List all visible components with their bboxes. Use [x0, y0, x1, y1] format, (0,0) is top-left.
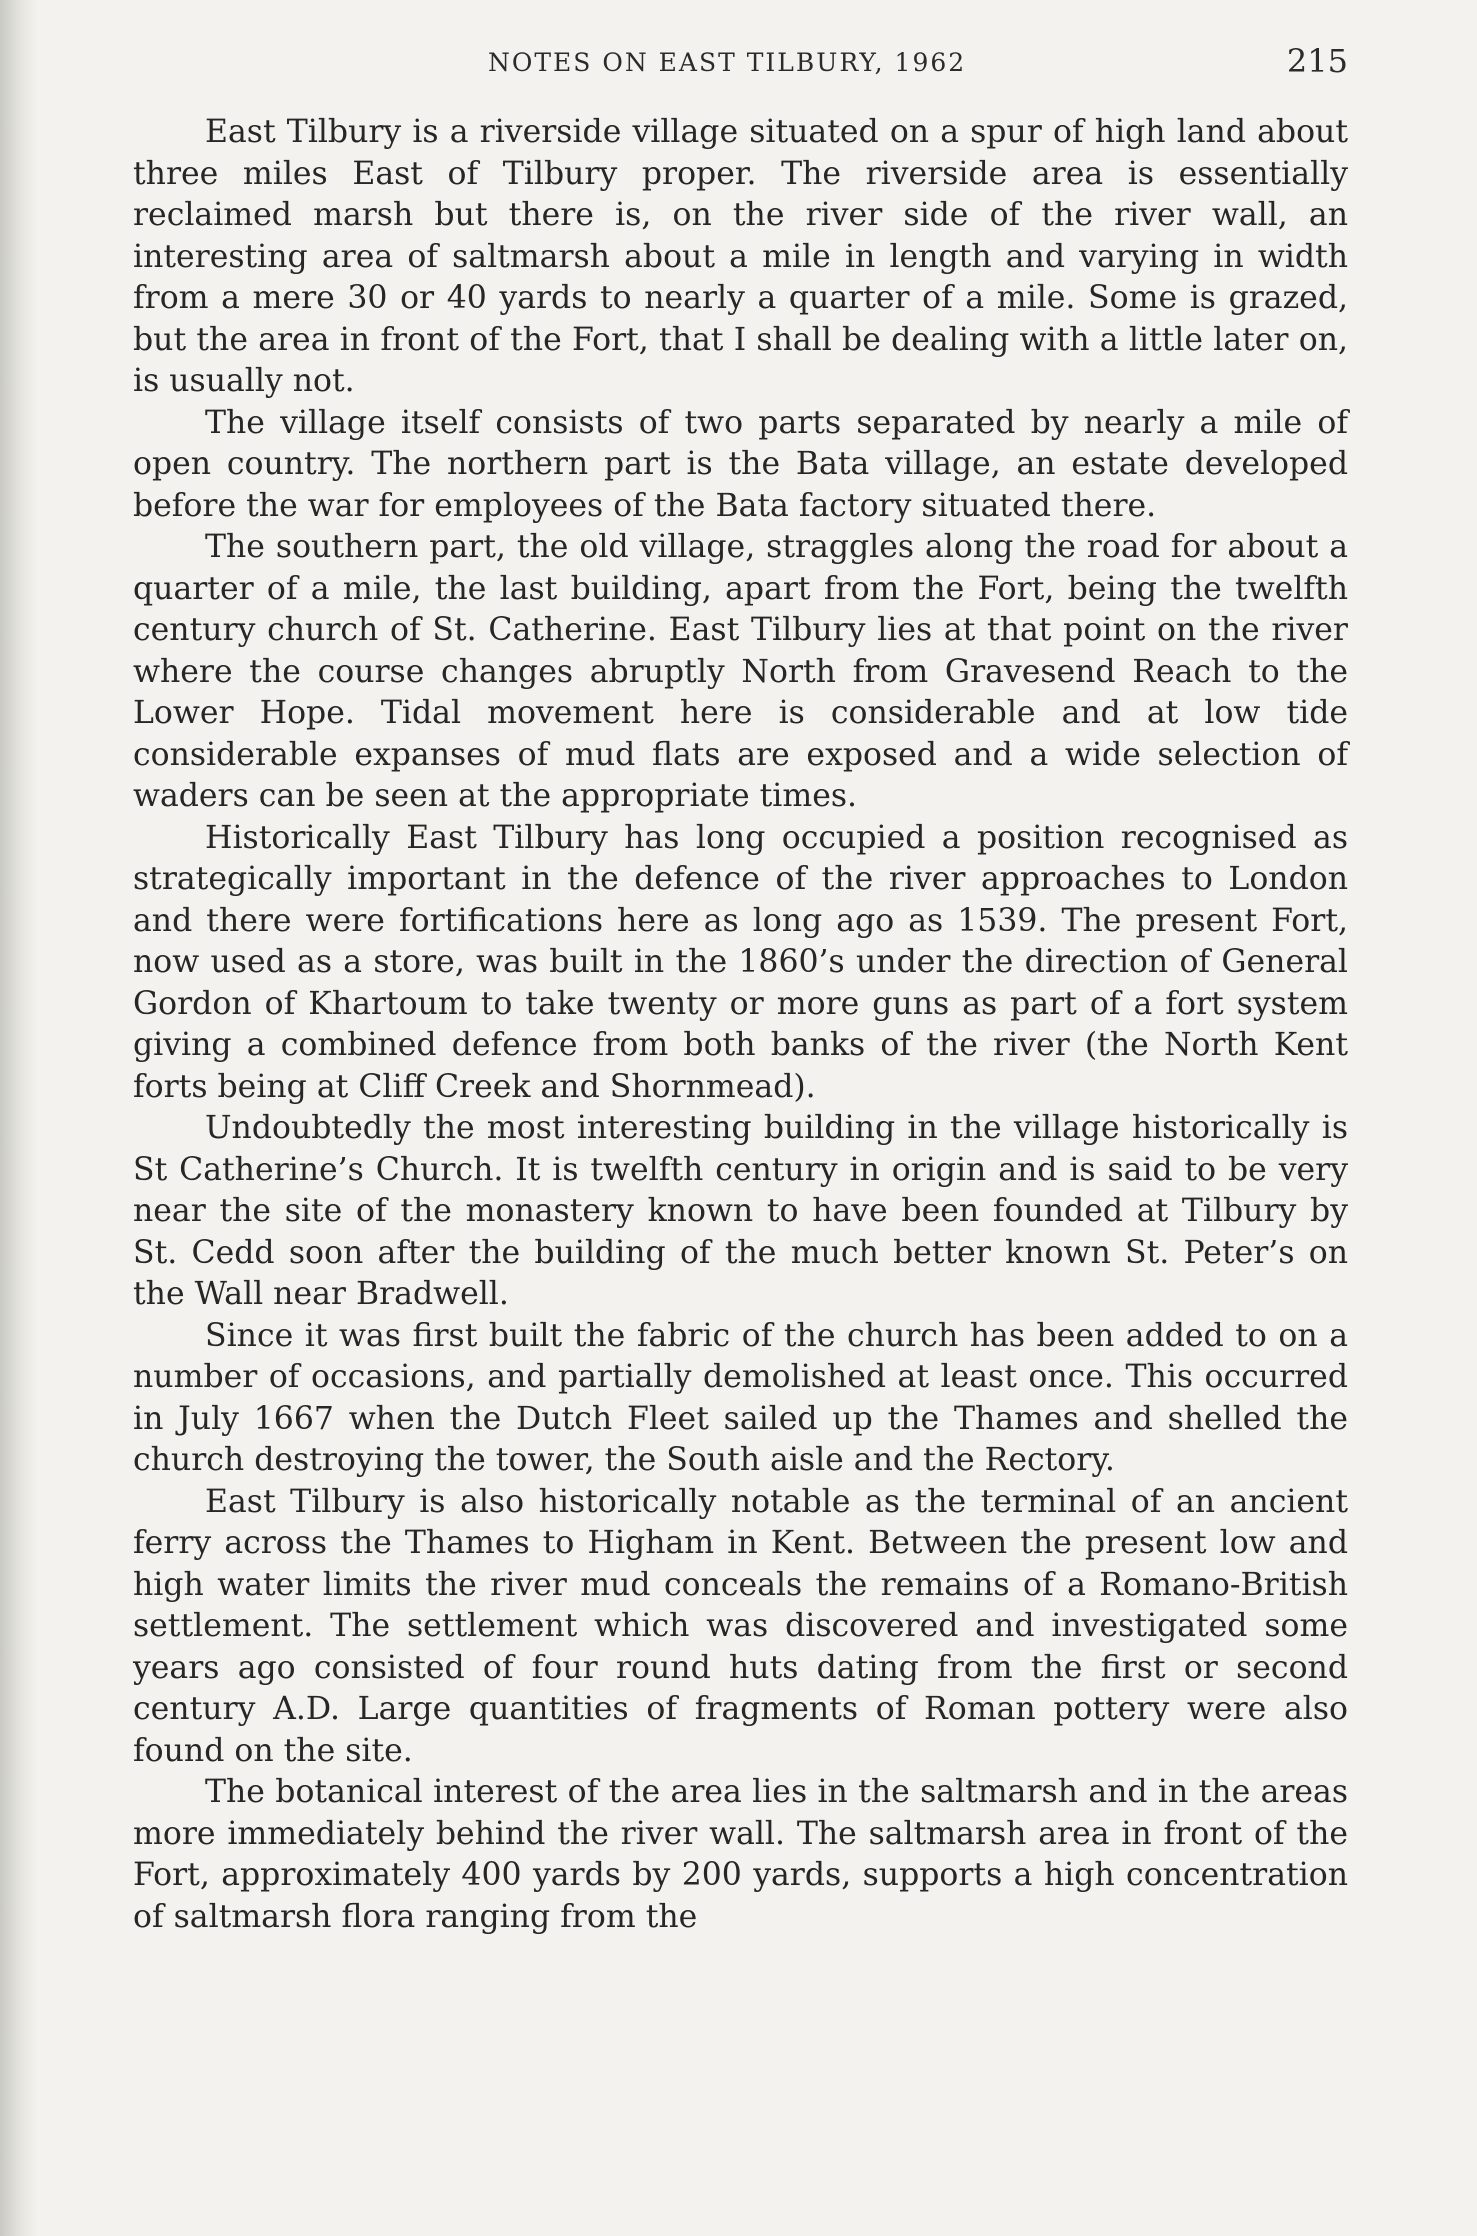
paragraph: The village itself consists of two parts separated by nearly a mile of open country. The northern part is the Bata village, an estate developed before the war for employees of the Bata factory situated there.	[133, 404, 1348, 524]
running-title: NOTES ON EAST TILBURY, 1962	[488, 48, 967, 77]
paragraph: East Tilbury is a riverside village situated on a spur of high land about three miles East of Tilbury proper. The riverside area is essentially reclaimed marsh but there is, on the river side of the river wall, an interesting area of saltmarsh about a mile in length and varying in width from a mere 30 or 40 yards to nearly a quarter of a mile. Some is grazed, but the area in front of the Fort, that I shall be dealing with a little later on, is usually not.	[133, 114, 1348, 399]
spine-shadow	[0, 0, 38, 2236]
paragraph: The botanical interest of the area lies in the saltmarsh and in the areas more immediately behind the river wall. The saltmarsh area in front of the Fort, approximately 400 yards by 200 yards, supports a high concentration of saltmarsh flora ranging from the	[133, 1774, 1348, 1935]
paragraph: The southern part, the old village, straggles along the road for about a quarter of a mile, the last building, apart from the Fort, being the twelfth century church of St. Catherine. East Tilbury lies at that point on the river where the course changes abruptly North from Gravesend Reach to the Lower Hope. Tidal movement here is considerable and at low tide considerable expanses of mud flats are exposed and a wide selection of waders can be seen at the appropriate times.	[133, 529, 1348, 814]
paragraph: Undoubtedly the most interesting building in the village historically is St Catherine’s Church. It is twelfth century in origin and is said to be very near the site of the monastery known to have been founded at Tilbury by St. Cedd soon after the building of the much better known St. Peter’s on the Wall near Bradwell.	[133, 1110, 1348, 1312]
paragraph: East Tilbury is also historically notable as the terminal of an ancient ferry across the Thames to Higham in Kent. Between the present low and high water limits the river mud conceals the remains of a Romano-British settlement. The settlement which was discovered and investigated some years ago consisted of four round huts dating from the first or second century A.D. Large quantities of fragments of Roman pottery were also found on the site.	[133, 1483, 1348, 1769]
paragraph: Since it was first built the fabric of the church has been added to on a number of occasions, and partially demolished at least once. This occurred in July 1667 when the Dutch Fleet sailed up the Thames and shelled the church destroying the tower, the South aisle and the Rectory.	[133, 1317, 1348, 1478]
page-header	[138, 42, 1348, 86]
body-text	[133, 112, 1348, 1938]
paragraph: Historically East Tilbury has long occupied a position recognised as strategically important in the defence of the river approaches to London and there were fortifications here as long ago as 1539. The present Fort, now used as a store, was built in the 1860’s under the direction of General Gordon of Khartoum to take twenty or more guns as part of a fort system giving a combined defence from both banks of the river (the North Kent forts being at Cliff Creek and Shornmead).	[133, 819, 1348, 1105]
page-number: 215	[1286, 42, 1348, 80]
